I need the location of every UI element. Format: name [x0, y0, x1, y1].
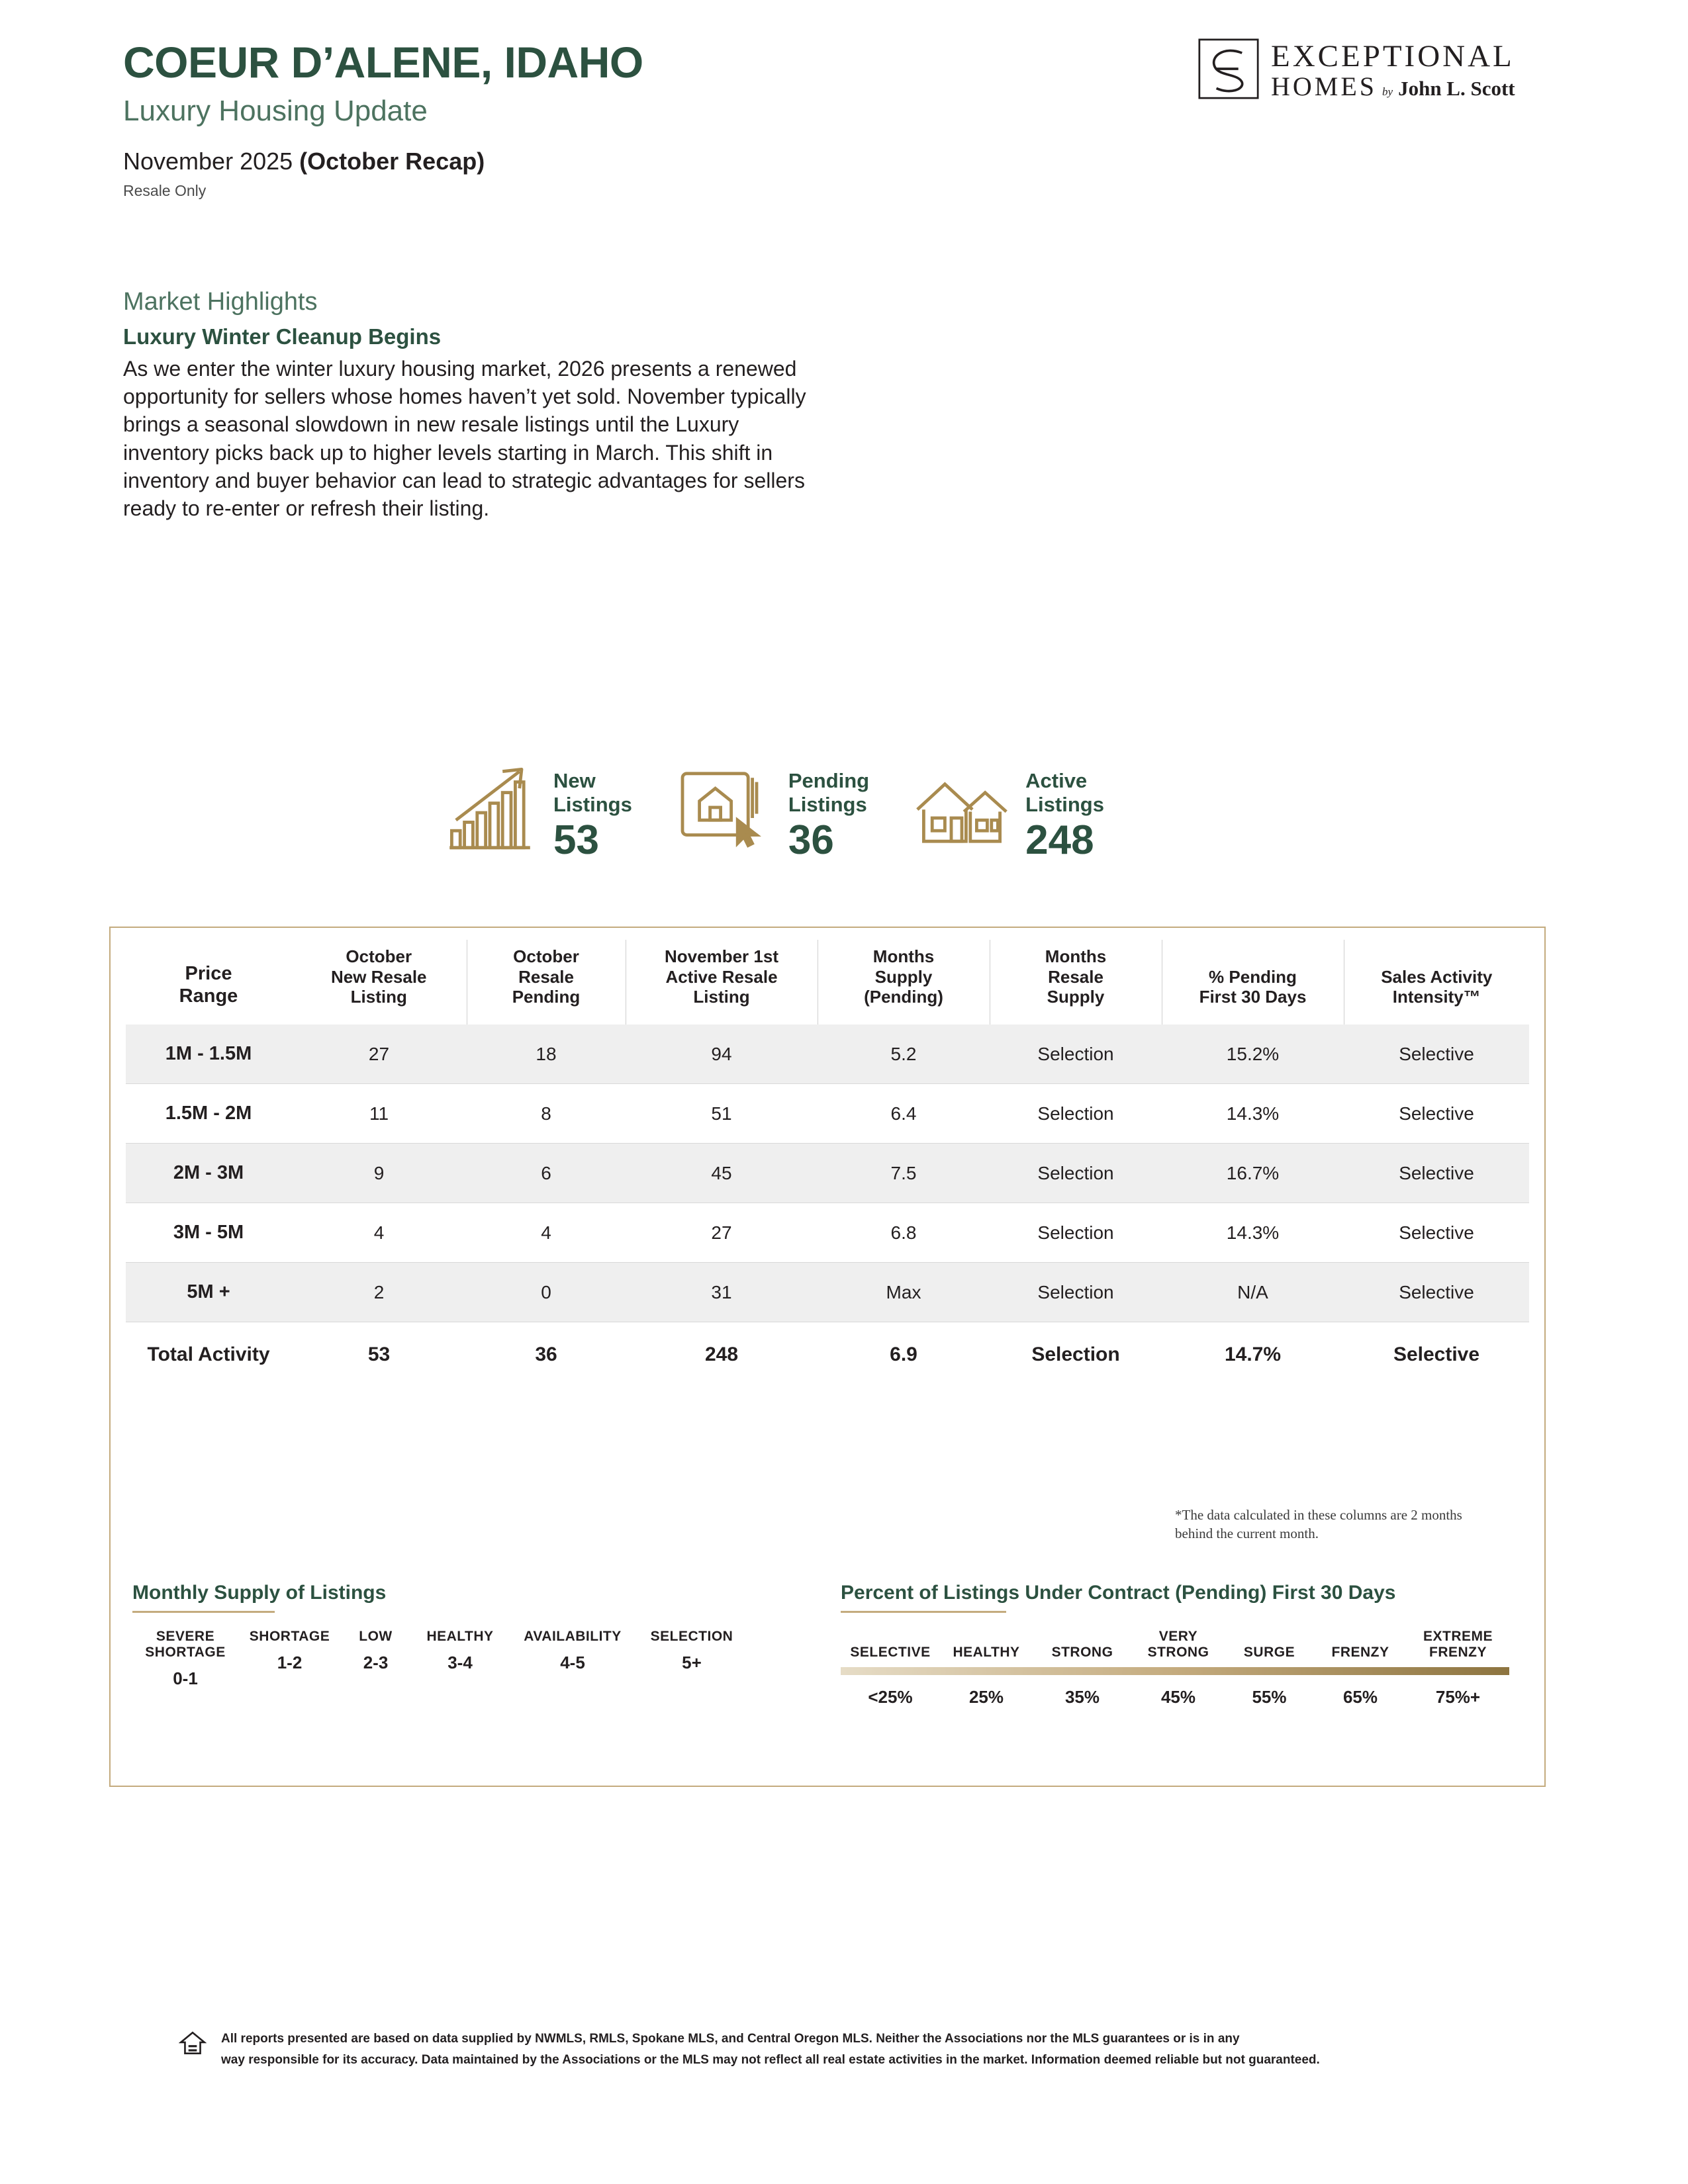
cell-pct-pending: 14.3% — [1162, 1084, 1344, 1144]
table-row — [126, 1024, 1529, 1084]
stat-label-line1: Pending — [788, 769, 870, 792]
report-recap: (October Recap) — [299, 148, 485, 175]
table-row — [126, 1263, 1529, 1322]
cell-active: 31 — [626, 1263, 818, 1322]
legend-value: 35% — [1064, 1687, 1100, 1707]
cell-price-range: 5M + — [126, 1263, 291, 1322]
stat-label-line2: Listings — [1025, 792, 1104, 816]
legend-cell: SELECTIVE — [850, 1645, 931, 1661]
cell-pending: 0 — [467, 1263, 626, 1322]
cell-months-resale-supply: Selection — [990, 1084, 1162, 1144]
cell-pending: 8 — [467, 1084, 626, 1144]
cell-active: 45 — [626, 1144, 818, 1203]
table-row — [126, 1203, 1529, 1263]
cell-pct-pending: N/A — [1162, 1263, 1344, 1322]
cell-months-supply-pending: 5.2 — [818, 1024, 990, 1084]
cell-pending: 6 — [467, 1144, 626, 1203]
report-dateline — [123, 148, 1566, 175]
market-highlights — [123, 288, 825, 522]
cell-total-new-listing: 53 — [367, 1343, 391, 1366]
page-title: COEUR D’ALENE, IDAHO — [123, 38, 643, 87]
stat-value-pending-listings: 36 — [788, 817, 834, 864]
stat-label-line1: Active — [1025, 769, 1088, 792]
legend-monthly-supply — [132, 1582, 761, 1689]
legend-value: 45% — [1160, 1687, 1196, 1707]
exceptional-e-icon — [1198, 38, 1259, 99]
brand-logo — [1198, 38, 1569, 101]
cell-intensity: Selective — [1344, 1024, 1529, 1084]
stat-pending-listings — [672, 754, 870, 864]
col-price-range: Price Range — [179, 962, 238, 1007]
cell-price-range: 1M - 1.5M — [126, 1024, 291, 1084]
cell-total-active: 248 — [704, 1343, 739, 1366]
cell-new-listing: 4 — [291, 1203, 467, 1263]
legend-cell: HEALTHY — [953, 1645, 1020, 1661]
table-header-row — [126, 940, 1529, 1024]
cell-new-listing: 27 — [291, 1024, 467, 1084]
legend-value: 75%+ — [1435, 1687, 1481, 1707]
cell-new-listing: 9 — [291, 1144, 467, 1203]
stat-label-line2: Listings — [553, 792, 632, 816]
market-highlights-headline: Luxury Winter Cleanup Begins — [123, 324, 442, 349]
stat-active-listings — [909, 754, 1104, 864]
legend-cell: SURGE — [1243, 1645, 1295, 1661]
document-footer — [179, 2028, 1436, 2071]
table-row — [126, 1144, 1529, 1203]
market-highlights-title: Market Highlights — [123, 288, 318, 316]
cell-intensity: Selective — [1344, 1084, 1529, 1144]
equal-housing-icon — [179, 2030, 207, 2056]
col-months-resale-supply: Months Resale Supply — [990, 940, 1162, 1024]
cell-pending: 4 — [467, 1203, 626, 1263]
table-total-row — [126, 1322, 1529, 1385]
logo-homes-text: HOMES — [1271, 71, 1378, 101]
intensity-gradient-bar — [841, 1667, 1509, 1675]
cell-months-resale-supply: Selection — [990, 1263, 1162, 1322]
cell-pct-pending: 15.2% — [1162, 1024, 1344, 1084]
resale-only-note: Resale Only — [123, 182, 207, 200]
cell-active: 94 — [626, 1024, 818, 1084]
cell-new-listing: 2 — [291, 1263, 467, 1322]
col-october-new-resale-listing: October New Resale Listing — [330, 946, 427, 1007]
col-pct-pending-first-30-days: % Pending First 30 Days — [1162, 940, 1344, 1024]
col-october-resale-pending: October Resale Pending — [467, 940, 626, 1024]
footer-line-1: All reports presented are based on data supplied by NWMLS, RMLS, Spokane MLS, and Central Oregon MLS. Neither the Associations nor the MLS guarantees or is in any — [221, 2032, 1240, 2046]
legend-rule — [841, 1611, 1006, 1613]
cell-active: 51 — [626, 1084, 818, 1144]
legend-percent-pending — [841, 1582, 1509, 1707]
cell-intensity: Selective — [1344, 1203, 1529, 1263]
table-row — [126, 1084, 1529, 1144]
pending-listing-icon — [672, 754, 778, 860]
logo-john-l-scott-text: John L. Scott — [1398, 77, 1515, 100]
stat-value-active-listings: 248 — [1025, 817, 1094, 864]
cell-total-pending: 36 — [535, 1343, 557, 1366]
cell-months-supply-pending: 6.8 — [818, 1203, 990, 1263]
cell-total-intensity: Selective — [1393, 1343, 1480, 1366]
cell-months-supply-pending: Max — [818, 1263, 990, 1322]
table-footnote: *The data calculated in these columns are 2 months behind the current month. — [1175, 1507, 1462, 1542]
cell-total-label: Total Activity — [147, 1343, 270, 1366]
stat-label-line2: Listings — [788, 792, 867, 816]
legend-cell: AVAILABILITY 4-5 — [524, 1629, 622, 1673]
market-data-table — [126, 940, 1529, 1385]
active-homes-icon — [909, 754, 1015, 860]
footer-line-2: way responsible for its accuracy. Data maintained by the Associations or the MLS may not reflect all real estate activities in the market. Information deemed reliable but not guaranteed. — [221, 2053, 1320, 2068]
cell-total-pct-pending: 14.7% — [1224, 1343, 1282, 1366]
cell-active: 27 — [626, 1203, 818, 1263]
cell-total-months-supply-pending: 6.9 — [890, 1343, 917, 1366]
legend-value: 25% — [968, 1687, 1004, 1707]
legend-value: 55% — [1252, 1687, 1287, 1707]
cell-total-months-resale-supply: Selection — [1031, 1343, 1120, 1366]
legend-value: <25% — [868, 1687, 913, 1707]
legend-percent-pending-title: Percent of Listings Under Contract (Pending) First 30 Days — [841, 1582, 1396, 1604]
legend-rule — [132, 1611, 275, 1613]
summary-stats — [437, 754, 1271, 864]
logo-exceptional-text: EXCEPTIONAL — [1271, 39, 1515, 73]
legend-cell: SEVERE SHORTAGE 0-1 — [145, 1629, 226, 1689]
cell-months-supply-pending: 6.4 — [818, 1084, 990, 1144]
stat-value-new-listings: 53 — [553, 817, 599, 864]
legend-cell: SELECTION 5+ — [650, 1629, 733, 1673]
legend-monthly-supply-title: Monthly Supply of Listings — [132, 1582, 387, 1604]
cell-months-resale-supply: Selection — [990, 1024, 1162, 1084]
market-highlights-body: As we enter the winter luxury housing market, 2026 presents a renewed opportunity for sellers whose homes haven’t yet sold. November typically brings a seasonal slowdown in new resale listings until the Luxury inventory picks back up to higher levels starting in March. This shift in inventory and buyer behavior can lead to strategic advantages for sellers ready to re-enter or refresh their listing. — [123, 357, 806, 521]
cell-price-range: 3M - 5M — [126, 1203, 291, 1263]
legend-value: 65% — [1342, 1687, 1378, 1707]
cell-price-range: 2M - 3M — [126, 1144, 291, 1203]
cell-price-range: 1.5M - 2M — [126, 1084, 291, 1144]
legend-cell: FRENZY — [1331, 1645, 1389, 1661]
stat-label-line1: New — [553, 769, 596, 792]
cell-pending: 18 — [467, 1024, 626, 1084]
cell-months-resale-supply: Selection — [990, 1144, 1162, 1203]
legend-cell: VERY STRONG — [1147, 1629, 1209, 1661]
legend-cell: SHORTAGE 1-2 — [249, 1629, 330, 1673]
cell-pct-pending: 14.3% — [1162, 1203, 1344, 1263]
cell-months-supply-pending: 7.5 — [818, 1144, 990, 1203]
page-subtitle: Luxury Housing Update — [123, 95, 428, 128]
col-sales-activity-intensity: Sales Activity Intensity™ — [1344, 940, 1529, 1024]
stat-new-listings — [437, 754, 632, 864]
cell-new-listing: 11 — [291, 1084, 467, 1144]
cell-pct-pending: 16.7% — [1162, 1144, 1344, 1203]
legend-cell: STRONG — [1051, 1645, 1113, 1661]
report-month: November 2025 — [123, 148, 300, 175]
legend-cell: HEALTHY 3-4 — [426, 1629, 494, 1673]
col-months-supply-pending: Months Supply (Pending) — [818, 940, 990, 1024]
logo-by-text: by — [1382, 85, 1393, 98]
legend-cell: EXTREME FRENZY — [1423, 1629, 1493, 1661]
col-november-active-resale-listing: November 1st Active Resale Listing — [626, 940, 818, 1024]
cell-intensity: Selective — [1344, 1144, 1529, 1203]
legend-cell: LOW 2-3 — [359, 1629, 393, 1673]
cell-months-resale-supply: Selection — [990, 1203, 1162, 1263]
cell-intensity: Selective — [1344, 1263, 1529, 1322]
growth-chart-icon — [437, 754, 543, 860]
